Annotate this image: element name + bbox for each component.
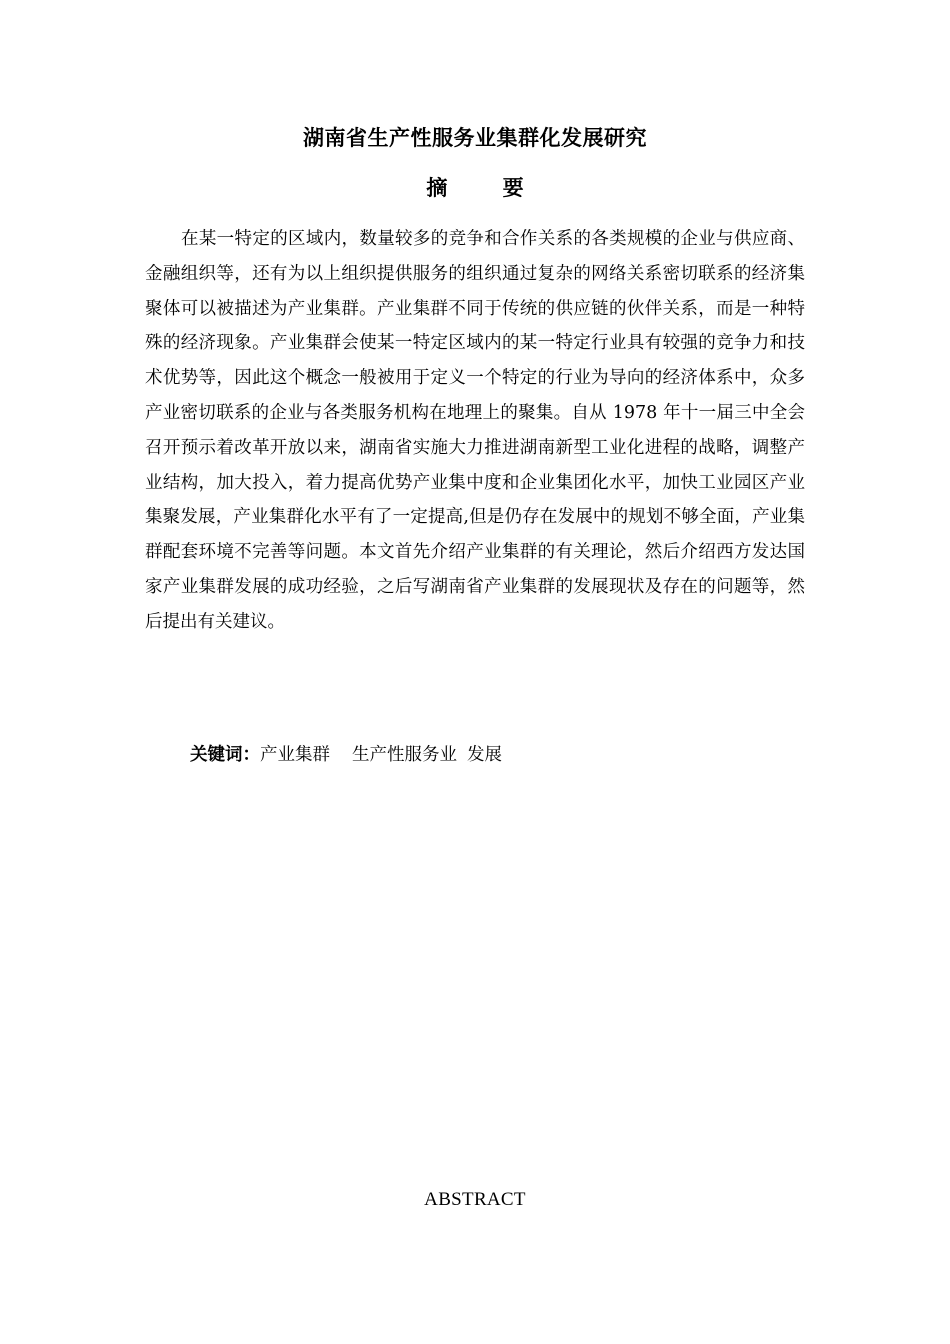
english-abstract-heading: ABSTRACT: [424, 1189, 526, 1210]
keywords-line: [190, 741, 502, 766]
keyword-item: 发展: [467, 745, 502, 765]
document-title: 湖南省生产性服务业集群化发展研究: [303, 126, 647, 150]
abstract-heading: 摘 要: [426, 176, 548, 200]
abstract-body: 在某一特定的区域内，数量较多的竞争和合作关系的各类规模的企业与供应商、金融组织等，还有为以上组织提供服务的组织通过复杂的网络关系密切联系的经济集聚体可以被描述为产业集群。产业集群不同于传统的供应链的伙伴关系，而是一种特殊的经济现象。产业集群会使某一特定区域内的某一特定行业具有较强的竞争力和技术优势等，因此这个概念一般被用于定义一个特定的行业为导向的经济体系中，众多产业密切联系的企业与各类服务机构在地理上的聚集。自从 1978 年十一届三中全会召开预示着改革开放以来，湖南省实施大力推进湖南新型工业化进程的战略，调整产业结构，加大投入，着力提高优势产业集中度和企业集团化水平，加快工业园区产业集聚发展，产业集群化水平有了一定提高,但是仍存在发展中的规划不够全面，产业集群配套环境不完善等问题。本文首先介绍产业集群的有关理论，然后介绍西方发达国家产业集群发展的成功经验，之后写湖南省产业集群的发展现状及存在的问题等，然后提出有关建议。: [145, 229, 805, 632]
keywords-label: 关键词：: [190, 745, 260, 765]
keyword-item: 产业集群: [260, 745, 330, 765]
keyword-item: 生产性服务业: [352, 745, 457, 765]
